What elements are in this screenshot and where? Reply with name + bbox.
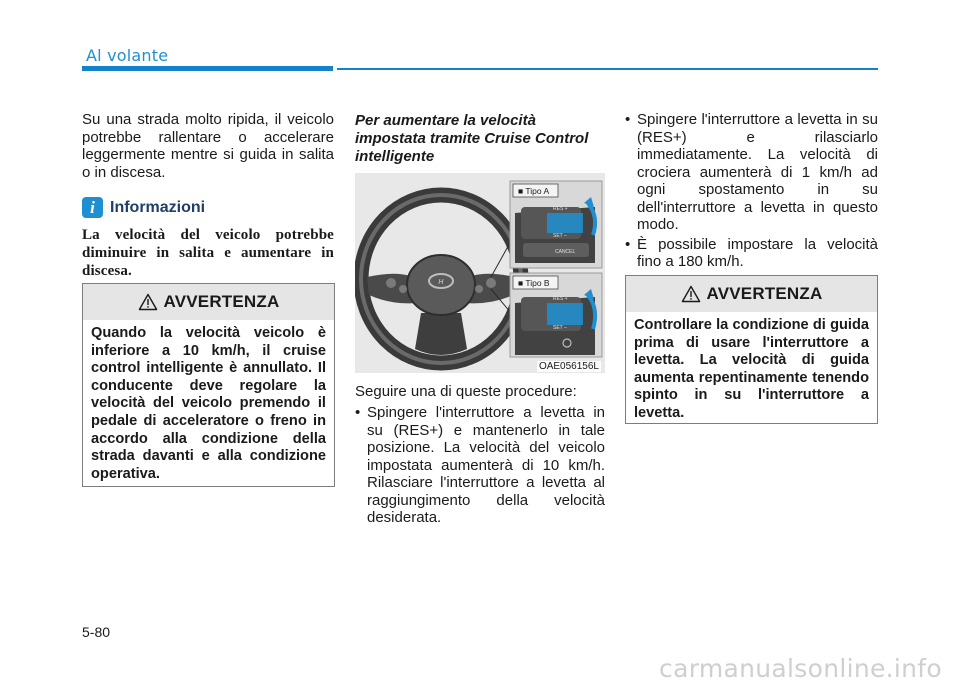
header-rule bbox=[337, 68, 878, 70]
steering-wheel-illustration bbox=[355, 173, 605, 373]
page-number: 5-80 bbox=[82, 624, 111, 640]
warning-title: AVVERTENZA bbox=[163, 292, 280, 311]
subheading: Per aumentare la velocità impostata tramite Cruise Control intelligente bbox=[355, 112, 589, 165]
info-icon: i bbox=[82, 197, 103, 218]
cancel-label: CANCEL bbox=[555, 249, 576, 255]
warning-triangle-icon bbox=[681, 285, 701, 303]
steering-wheel-figure bbox=[355, 173, 605, 373]
warning-triangle-icon bbox=[138, 293, 158, 311]
warning-box-1 bbox=[82, 283, 335, 487]
procedure-list-2 bbox=[625, 111, 878, 273]
intro-paragraph: Su una strada molto ripida, il veicolo potrebbe rallentare o accelerare leggermente mentre si guida in salita o in discesa. bbox=[82, 111, 334, 181]
list-item: • È possibile impostare la velocità fino a 180 km/h. bbox=[625, 236, 878, 271]
list-item: • Spingere l'interruttore a levetta in su (RES+) e rilasciarlo immediatamente. La velocità di crociera aumenterà di 1 km/h ad ogni spostamento in su dell'interruttore a levetta in questo modo. bbox=[625, 111, 878, 234]
warning-text: Quando la velocità veicolo è inferiore a 10 km/h, il cruise control intelligente è annullato. Il conducente deve regolare la velocità del veicolo premendo il pedale di acceleratore o freno in accordo alla condizione della strada davanti e alla condizione operativa. bbox=[91, 325, 326, 482]
warning-header bbox=[83, 284, 334, 320]
procedure-intro: Seguire una di queste procedure: bbox=[355, 383, 577, 400]
svg-text:H: H bbox=[438, 278, 444, 286]
info-title: Informazioni bbox=[110, 198, 206, 216]
list-item: • Spingere l'interruttore a levetta in su (RES+) e mantenerlo in tale posizione. La velocità del veicolo impostata aumenterà di 10 km/h. Rilasciare l'interruttore a levetta al raggiungimento della velocità desiderata. bbox=[355, 404, 605, 527]
header-accent-bar bbox=[82, 66, 333, 71]
type-a-label: ■ Tipo A bbox=[518, 186, 550, 196]
watermark: carmanualsonline.info bbox=[659, 654, 942, 683]
procedure-list-1 bbox=[355, 404, 605, 529]
warning-box-2 bbox=[625, 275, 878, 424]
type-b-label: ■ Tipo B bbox=[518, 278, 550, 288]
warning-header bbox=[626, 276, 877, 312]
res-label-a: RES + bbox=[553, 206, 568, 212]
set-label-b: SET – bbox=[553, 325, 567, 331]
set-label-a: SET – bbox=[553, 233, 567, 239]
warning-text: Controllare la condizione di guida prima di usare l'interruttore a levetta. La velocità di guida aumenta repentinamente tenendo spinto in su l'interruttore a levetta. bbox=[634, 317, 869, 421]
warning-title: AVVERTENZA bbox=[706, 284, 823, 303]
info-heading bbox=[82, 197, 205, 218]
figure-code: OAE056156L bbox=[538, 361, 599, 372]
section-title: Al volante bbox=[86, 46, 169, 65]
info-text: La velocità del veicolo potrebbe diminuire in salita e aumentare in discesa. bbox=[82, 227, 334, 279]
res-label-b: RES + bbox=[553, 296, 568, 302]
